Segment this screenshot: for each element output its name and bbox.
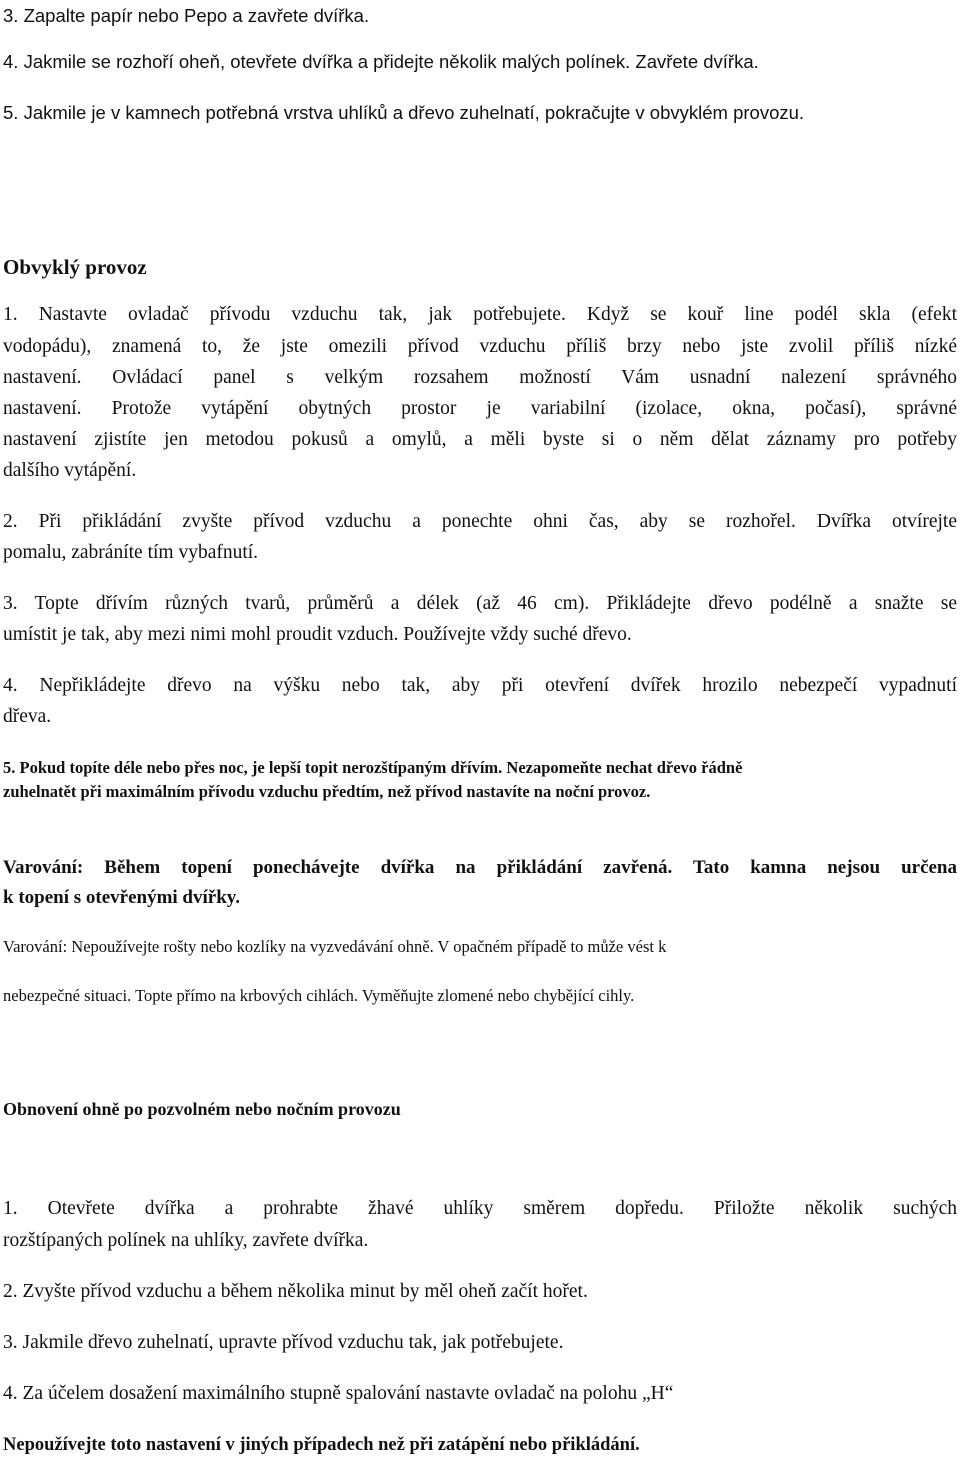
restart-step3: 3. Jakmile dřevo zuhelnatí, upravte přívod vzduchu tak, jak potřebujete. [3,1332,564,1353]
heading-restart: Obnovení ohně po pozvolném nebo nočním provozu [3,1099,401,1119]
restart-note: Nepoužívejte toto nastavení v jiných případech než při zatápění nebo přikládání. [3,1435,640,1455]
warning2-line1: Varování: Nepoužívejte rošty nebo kozlíky na vyzvedávání ohně. V opačném případě to může vést k [3,937,667,956]
restart-step4: 4. Za účelem dosažení maximálního stupně spalování nastavte ovladač na polohu „H“ [3,1383,674,1404]
normal-p1-line3: nastavení. Ovládací panel s velkým rozsahem možností Vám usnadní nalezení správného [3,367,957,388]
normal-p1-line1: 1. Nastavte ovladač přívodu vzduchu tak, jak potřebujete. Když se kouř line podél skla (efekt [3,304,957,325]
normal-p1-line6: dalšího vytápění. [3,460,137,481]
warning1-line1: Varování: Během topení ponechávejte dvířka na přikládání zavřená. Tato kamna nejsou určena [3,857,957,878]
restart-step2: 2. Zvyšte přívod vzduchu a během několika minut by měl oheň začít hořet. [3,1281,588,1302]
normal-p1-line2: vodopádu), znamená to, že jste omezili přívod vzduchu příliš brzy nebo jste zvolil příliš nízké [3,336,957,357]
intro-step-5: 5. Jakmile je v kamnech potřebná vrstva uhlíků a dřevo zuhelnatí, pokračujte v obvyklém provozu. [3,102,805,123]
heading-normal-operation: Obvyklý provoz [3,255,147,279]
intro-step-3: 3. Zapalte papír nebo Pepo a zavřete dvířka. [3,5,370,26]
normal-p1-line5: nastavení zjistíte jen metodou pokusů a omylů, a měli byste si o něm dělat záznamy pro potřeby [3,429,957,450]
normal-p4-line1: 4. Nepřikládejte dřevo na výšku nebo tak, aby při otevření dvířek hrozilo nebezpečí vypadnutí [3,675,957,696]
warning2-line2: nebezpečné situaci. Topte přímo na krbových cihlách. Vyměňujte zlomené nebo chybějící cihly. [3,986,635,1005]
warning1-line2: k topení s otevřenými dvířky. [3,887,240,908]
normal-p3-line2: umístit je tak, aby mezi nimi mohl proudit vzduch. Používejte vždy suché dřevo. [3,624,632,645]
normal-p2-line2: pomalu, zabráníte tím vybafnutí. [3,542,259,563]
normal-p4-line2: dřeva. [3,706,52,727]
normal-p3-line1: 3. Topte dřívím různých tvarů, průměrů a délek (až 46 cm). Přikládejte dřevo podélně a snažte se [3,593,957,614]
normal-p5-line1: 5. Pokud topíte déle nebo přes noc, je lepší topit nerozštípaným dřívím. Nezapomeňte nechat dřevo řádně [3,758,743,777]
normal-p1-line4: nastavení. Protože vytápění obytných prostor je variabilní (izolace, okna, počasí), správné [3,398,957,419]
restart-step1-line1: 1. Otevřete dvířka a prohrabte žhavé uhlíky směrem dopředu. Přiložte několik suchých [3,1198,957,1219]
normal-p2-line1: 2. Při přikládání zvyšte přívod vzduchu a ponechte ohni čas, aby se rozhořel. Dvířka otvírejte [3,511,957,532]
normal-p5-line2: zuhelnatět při maximálním přívodu vzduchu předtím, než přívod nastavíte na noční provoz. [3,782,651,801]
intro-step-4: 4. Jakmile se rozhoří oheň, otevřete dvířka a přidejte několik malých polínek. Zavřete dvířka. [3,51,759,72]
restart-step1-line2: rozštípaných polínek na uhlíky, zavřete dvířka. [3,1230,369,1251]
